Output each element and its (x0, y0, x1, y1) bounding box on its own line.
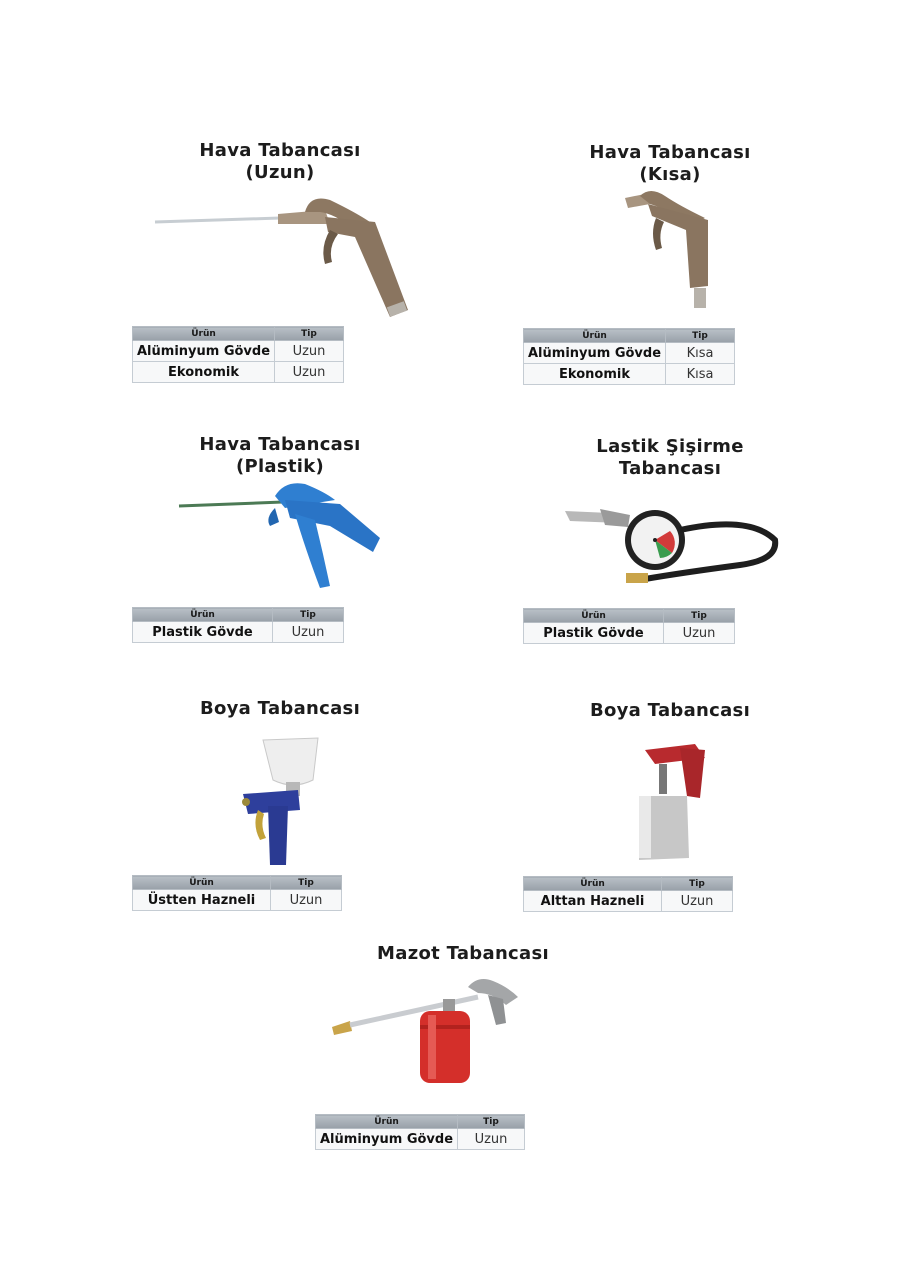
product-name-cell: Plastik Gövde (133, 622, 273, 643)
product-title-hava-kisa (540, 142, 800, 186)
table-row (133, 890, 342, 911)
header-urun: Ürün (524, 329, 666, 343)
header-tip: Tip (662, 877, 733, 891)
product-type-cell: Uzun (275, 362, 344, 383)
product-title-boya-alttan (540, 700, 800, 722)
table-row (316, 1129, 525, 1150)
product-type-cell: Uzun (271, 890, 342, 911)
product-title-hava-plastik (150, 434, 410, 478)
title-line: Lastik Şişirme Tabancası (596, 436, 744, 479)
spec-table (132, 607, 344, 643)
product-type-cell: Uzun (664, 623, 735, 644)
product-name-cell: Alttan Hazneli (524, 891, 662, 912)
title-line: (Plastik) (235, 456, 325, 477)
header-tip: Tip (271, 876, 342, 890)
product-name-cell: Alüminyum Gövde (524, 343, 666, 364)
header-urun: Ürün (316, 1115, 458, 1129)
table-row (133, 622, 344, 643)
title-line: Mazot Tabancası (377, 943, 549, 964)
product-type-cell: Uzun (662, 891, 733, 912)
product-name-cell: Ekonomik (524, 364, 666, 385)
header-urun: Ürün (524, 609, 664, 623)
header-urun: Ürün (524, 877, 662, 891)
product-name-cell: Plastik Gövde (524, 623, 664, 644)
product-type-cell: Kısa (666, 364, 735, 385)
paint-gun-top-cup-image (238, 730, 328, 870)
header-tip: Tip (458, 1115, 525, 1129)
spec-table (132, 326, 344, 383)
table-row (133, 362, 344, 383)
spec-table (132, 875, 342, 911)
product-name-cell: Üstten Hazneli (133, 890, 271, 911)
air-gun-long-image (150, 192, 415, 322)
header-tip: Tip (273, 608, 344, 622)
tire-inflator-image (560, 495, 785, 590)
product-type-cell: Uzun (275, 341, 344, 362)
header-urun: Ürün (133, 876, 271, 890)
product-type-cell: Uzun (273, 622, 344, 643)
product-title-mazot (333, 943, 593, 965)
spec-table (523, 328, 735, 385)
product-type-cell: Uzun (458, 1129, 525, 1150)
header-tip: Tip (275, 327, 344, 341)
title-line: (Uzun) (245, 162, 315, 183)
table-row (524, 343, 735, 364)
table-row (133, 341, 344, 362)
diesel-gun-image (328, 975, 523, 1087)
table-row (524, 364, 735, 385)
header-tip: Tip (666, 329, 735, 343)
table-row (524, 891, 733, 912)
spec-table (523, 876, 733, 912)
title-line: Hava Tabancası (199, 434, 361, 455)
product-title-boya-ustten (150, 698, 410, 720)
header-tip: Tip (664, 609, 735, 623)
spec-table (315, 1114, 525, 1150)
title-line: (Kısa) (639, 164, 701, 185)
title-line: Hava Tabancası (199, 140, 361, 161)
product-title-lastik (545, 436, 795, 480)
product-title-hava-uzun (150, 140, 410, 184)
product-name-cell: Ekonomik (133, 362, 275, 383)
air-gun-short-image (620, 188, 720, 318)
title-line: Boya Tabancası (199, 698, 361, 719)
paint-gun-bottom-cup-image (635, 738, 715, 863)
spec-table (523, 608, 735, 644)
title-line: Hava Tabancası (589, 142, 751, 163)
title-line: Boya Tabancası (589, 700, 751, 721)
product-name-cell: Alüminyum Gövde (133, 341, 275, 362)
product-type-cell: Kısa (666, 343, 735, 364)
table-row (524, 623, 735, 644)
header-urun: Ürün (133, 608, 273, 622)
header-urun: Ürün (133, 327, 275, 341)
product-name-cell: Alüminyum Gövde (316, 1129, 458, 1150)
air-gun-plastic-image (175, 478, 390, 598)
